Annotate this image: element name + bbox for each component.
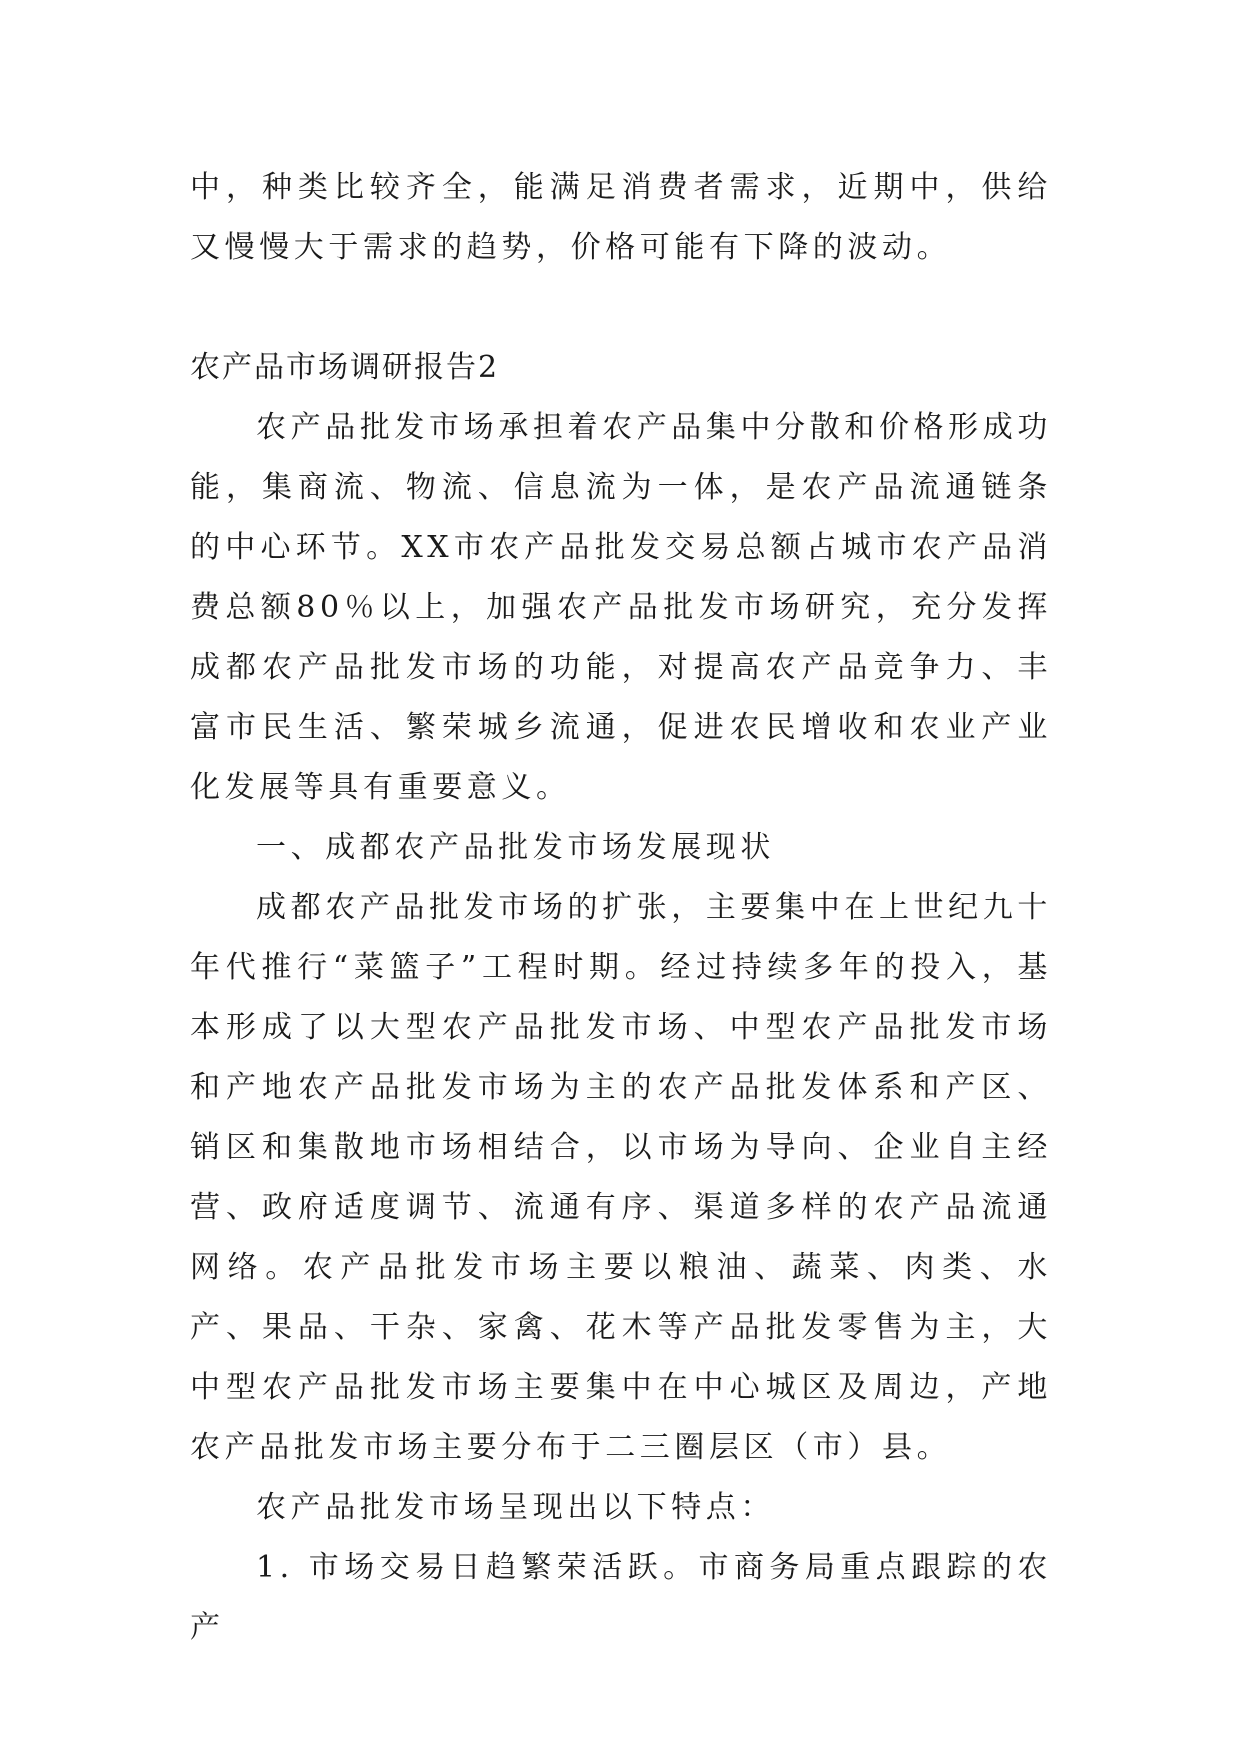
point-1-paragraph: 1. 市场交易日趋繁荣活跃。市商务局重点跟踪的农产 (190, 1550, 1052, 1645)
intro-paragraph: 农产品批发市场承担着农产品集中分散和价格形成功能，集商流、物流、信息流为一体，是农产品流通链条的中心环节。XX市农产品批发交易总额占城市农产品消费总额80％以上，加强农产品批发市场研究，充分发挥成都农产品批发市场的功能，对提高农产品竞争力、丰富市民生活、繁荣城乡流通，促进农民增收和农业产业化发展等具有重要意义。 (190, 410, 1052, 805)
section-heading: 一、成都农产品批发市场发展现状 (256, 830, 775, 865)
status-paragraph: 成都农产品批发市场的扩张，主要集中在上世纪九十年代推行“菜篮子”工程时期。经过持续多年的投入，基本形成了以大型农产品批发市场、中型农产品批发市场和产地农产品批发市场为主的农产品批发体系和产区、销区和集散地市场相结合，以市场为导向、企业自主经营、政府适度调节、流通有序、渠道多样的农产品流通网络。农产品批发市场主要以粮油、蔬菜、肉类、水产、果品、干杂、家禽、花木等产品批发零售为主，大中型农产品批发市场主要集中在中心城区及周边，产地农产品批发市场主要分布于二三圈层区（市）县。 (190, 890, 1052, 1465)
features-intro-paragraph: 农产品批发市场呈现出以下特点： (256, 1490, 775, 1525)
previous-paragraph-continuation: 中，种类比较齐全，能满足消费者需求，近期中，供给又慢慢大于需求的趋势，价格可能有下降的波动。 (190, 170, 1052, 265)
document-page (190, 158, 1052, 1658)
report-title: 农产品市场调研报告2 (190, 350, 500, 385)
